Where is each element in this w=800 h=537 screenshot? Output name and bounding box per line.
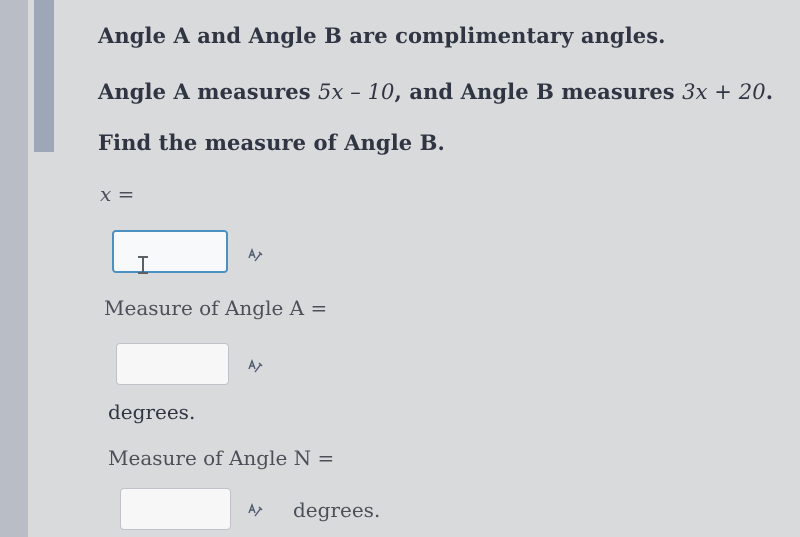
text-format-icon[interactable] <box>245 356 265 376</box>
question-line-1: Angle A and Angle B are complimentary angles. <box>98 23 666 48</box>
angle-n-input[interactable] <box>120 488 231 530</box>
x-label: x = <box>100 182 135 206</box>
degrees-label-1: degrees. <box>108 400 196 424</box>
angle-n-label: Measure of Angle N = <box>108 446 335 470</box>
text-cursor-top-icon <box>138 256 148 258</box>
text-cursor-bottom-icon <box>138 272 148 274</box>
question-line-2-suffix: . <box>765 79 774 104</box>
question-line-2 <box>98 79 773 104</box>
text-format-icon[interactable] <box>245 500 265 520</box>
angle-a-input[interactable] <box>116 343 229 385</box>
x-input[interactable] <box>112 230 228 273</box>
degrees-label-2: degrees. <box>293 498 381 522</box>
angle-b-expression: 3x + 20 <box>682 80 766 104</box>
question-line-2-prefix: Angle A measures <box>98 79 319 104</box>
text-format-icon[interactable] <box>245 245 265 265</box>
question-line-2-middle: , and Angle B measures <box>394 79 683 104</box>
angle-a-label: Measure of Angle A = <box>104 296 328 320</box>
angle-a-expression: 5x – 10 <box>318 80 395 104</box>
question-line-3: Find the measure of Angle B. <box>98 130 445 155</box>
